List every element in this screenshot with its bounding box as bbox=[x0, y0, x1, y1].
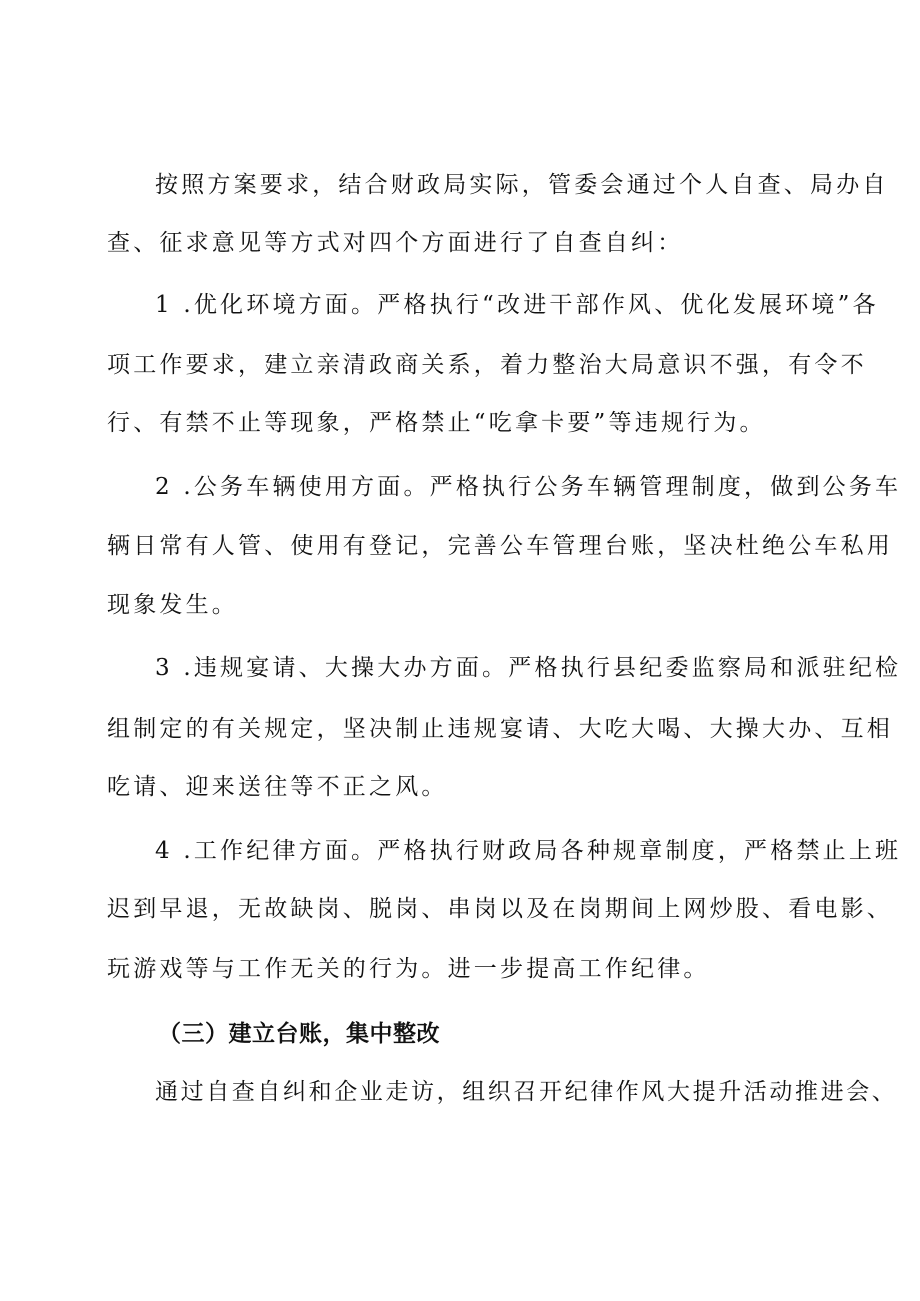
item-3-line-2: 组制定的有关规定，坚决制止违规宴请、大吃大喝、大操大办、互相 bbox=[107, 716, 893, 742]
item-1-line-3: 行、有禁不止等现象，严格禁止“吃拿卡要”等违规行为。 bbox=[107, 410, 766, 436]
intro-line-2: 查、征求意见等方式对四个方面进行了自查自纠： bbox=[107, 230, 684, 256]
closing-line: 通过自查自纠和企业走访，组织召开纪律作风大提升活动推进会、 bbox=[155, 1079, 898, 1105]
item-1-line-2: 项工作要求，建立亲清政商关系，着力整治大局意识不强，有令不 bbox=[107, 352, 867, 378]
intro-line-1: 按照方案要求，结合财政局实际，管委会通过个人自查、局办自 bbox=[155, 172, 889, 198]
item-2-line-3: 现象发生。 bbox=[107, 592, 238, 618]
section-heading: （三）建立台账，集中整改 bbox=[158, 1020, 440, 1047]
item-4-line-1: 4 .工作纪律方面。严格执行财政局各种规章制度，严格禁止上班 bbox=[155, 838, 902, 864]
item-2-line-1: 2 .公务车辆使用方面。严格执行公务车辆管理制度，做到公务车 bbox=[155, 474, 902, 500]
item-4-line-2: 迟到早退，无故缺岗、脱岗、串岗以及在岗期间上网炒股、看电影、 bbox=[107, 896, 893, 922]
item-3-line-1: 3 .违规宴请、大操大办方面。严格执行县纪委监察局和派驻纪检 bbox=[155, 655, 902, 681]
item-1-line-1: 1 .优化环境方面。严格执行“改进干部作风、优化发展环境”各 bbox=[155, 292, 879, 318]
item-2-line-2: 辆日常有人管、使用有登记，完善公车管理台账，坚决杜绝公车私用 bbox=[107, 533, 893, 559]
item-4-line-3: 玩游戏等与工作无关的行为。进一步提高工作纪律。 bbox=[107, 956, 710, 982]
item-3-line-3: 吃请、迎来送往等不正之风。 bbox=[107, 774, 448, 800]
